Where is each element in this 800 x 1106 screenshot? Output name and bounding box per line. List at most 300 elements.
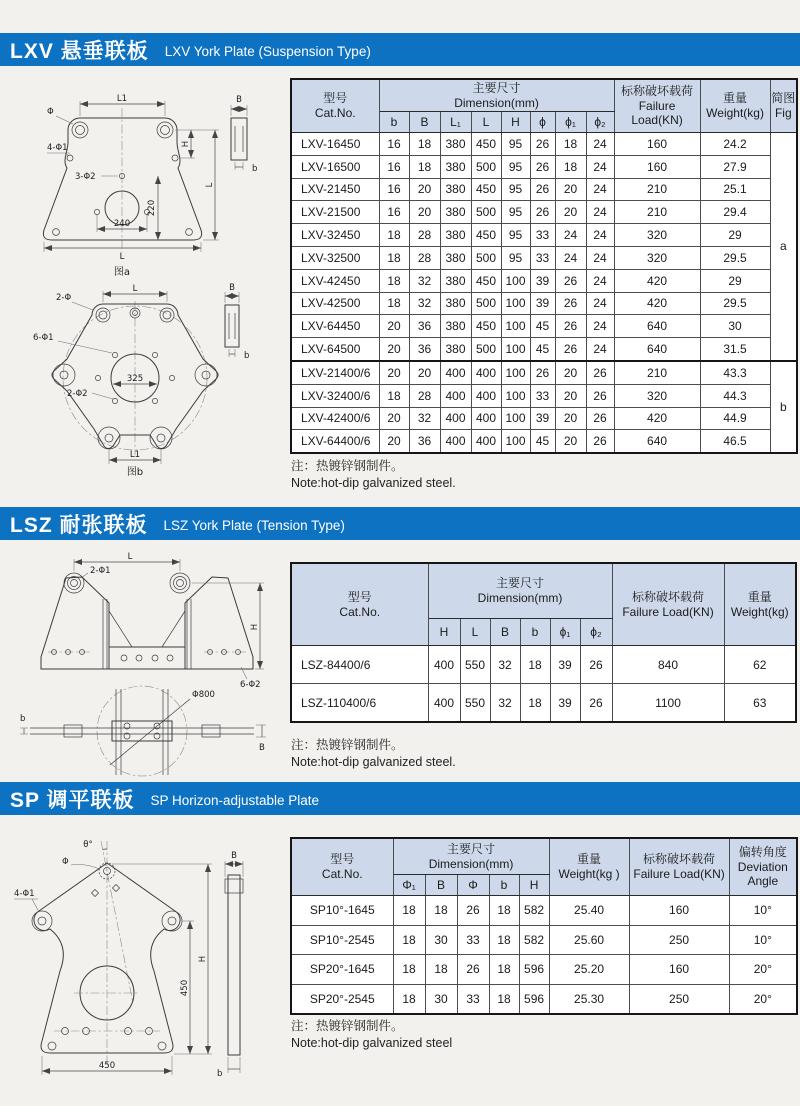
col-header-weight: 重量 Weight(kg )	[549, 838, 629, 896]
table-cell: 32	[409, 269, 440, 292]
table-cell: 18	[379, 292, 409, 315]
table-cell: 380	[440, 315, 471, 338]
dim-label-l-right: L	[205, 182, 215, 188]
table-cell: 16	[379, 155, 409, 178]
table-cell: 43.3	[700, 361, 770, 384]
note-cn: 注：热镀锌钢制件。	[291, 738, 404, 752]
section-title-cn: SP 调平联板	[10, 788, 135, 812]
table-cell: 400	[428, 646, 460, 684]
table-cell: 25.60	[549, 925, 629, 955]
note-en: Note:hot-dip galvanized steel.	[291, 754, 456, 769]
table-cell: 18	[393, 984, 425, 1014]
dim-label-B: B	[231, 851, 237, 861]
table-cell: 24	[586, 292, 614, 315]
table-cell: 160	[614, 133, 700, 156]
table-cell: 28	[409, 246, 440, 269]
table-row	[291, 984, 797, 1014]
table-cell: 29	[700, 224, 770, 247]
table-cell: 18	[489, 955, 519, 985]
dim-label-b-upper: B	[229, 283, 235, 293]
table-cell: 210	[614, 178, 700, 201]
table-cell: 95	[501, 224, 530, 247]
col-header-dim-B: B	[409, 112, 440, 133]
table-cell: 24	[586, 315, 614, 338]
table-cell: 450	[471, 133, 501, 156]
table-cell: 18	[409, 155, 440, 178]
table-row	[291, 361, 797, 384]
table-cell: 20	[555, 178, 586, 201]
lsz-tension-plate-drawing	[12, 551, 282, 781]
col-header-dimension: 主要尺寸 Dimension(mm)	[428, 563, 612, 619]
table-row	[291, 224, 797, 247]
table-cell: 36	[409, 315, 440, 338]
dim-label-b: b	[217, 1069, 223, 1079]
table-cell: 18	[393, 896, 425, 926]
table-cell: 100	[501, 407, 530, 430]
section-title-cn: LSZ 耐张联板	[10, 513, 148, 537]
table-cell: 20	[379, 361, 409, 384]
table-cell: 20	[555, 361, 586, 384]
table-cell: 36	[409, 430, 440, 453]
table-cell: 596	[519, 984, 549, 1014]
table-cell: 25.1	[700, 178, 770, 201]
dia-label-phi: Φ	[62, 857, 69, 867]
table-cell: 160	[629, 955, 729, 985]
dim-label-B: B	[259, 743, 265, 753]
table-cell: 16	[379, 201, 409, 224]
angle-label-theta: θ°	[83, 840, 93, 850]
table-cell: 24	[555, 224, 586, 247]
lsz-spec-table	[290, 562, 797, 723]
table-cell: 39	[530, 407, 555, 430]
sp-spec-table	[290, 837, 798, 1015]
table-cell: 29	[700, 269, 770, 292]
table-cell: 582	[519, 925, 549, 955]
table-cell: 18	[425, 955, 457, 985]
table-row	[291, 292, 797, 315]
table-cell: 100	[501, 292, 530, 315]
col-header-dim-phi1: ϕ₁	[550, 619, 580, 646]
cat-no-cell: SP10°-2545	[291, 925, 393, 955]
table-cell: 450	[471, 315, 501, 338]
table-row	[291, 407, 797, 430]
table-cell: 380	[440, 201, 471, 224]
table-cell: 20	[555, 384, 586, 407]
table-cell: 33	[530, 246, 555, 269]
table-cell: 36	[409, 338, 440, 361]
lxv-spec-table	[290, 78, 798, 454]
col-header-cat-no: 型号 Cat.No.	[291, 79, 379, 133]
cat-no-cell: LXV-42500	[291, 292, 379, 315]
table-cell: 420	[614, 292, 700, 315]
table-cell: 24	[586, 246, 614, 269]
table-cell: 500	[471, 338, 501, 361]
cat-no-cell: LXV-64450	[291, 315, 379, 338]
section-title-en: LSZ York Plate (Tension Type)	[163, 517, 345, 533]
table-cell: 30	[425, 925, 457, 955]
table-cell: 380	[440, 246, 471, 269]
table-cell: 26	[580, 646, 612, 684]
fig-group-cell: b	[770, 361, 797, 453]
holes-label-2phi: 2-Φ	[56, 293, 72, 303]
figure-caption-b: 图b	[126, 467, 144, 478]
table-cell: 32	[409, 292, 440, 315]
table-row	[291, 315, 797, 338]
cat-no-cell: LXV-21450	[291, 178, 379, 201]
holes-label-2phi1: 2-Φ1	[90, 566, 111, 576]
table-cell: 210	[614, 361, 700, 384]
table-cell: 840	[612, 646, 724, 684]
dia-label-phi: Φ	[47, 107, 54, 117]
table-cell: 20	[409, 201, 440, 224]
note-en: Note:hot-dip galvanized steel.	[291, 475, 456, 490]
sp-adjustable-plate-drawing	[12, 833, 288, 1095]
table-cell: 18	[379, 269, 409, 292]
table-cell: 20	[409, 178, 440, 201]
col-header-failure-load: 标称破坏载荷 Failure Load(KN)	[614, 79, 700, 133]
table-cell: 18	[379, 246, 409, 269]
section-title-cn: LXV 悬垂联板	[10, 39, 149, 63]
table-row	[291, 338, 797, 361]
dim-label-l: L	[127, 552, 133, 562]
table-cell: 24	[555, 246, 586, 269]
table-cell: 95	[501, 246, 530, 269]
dim-label-325: 325	[126, 374, 144, 384]
table-cell: 26	[555, 269, 586, 292]
dim-label-220: 220	[147, 199, 157, 217]
col-header-dim-H: H	[519, 875, 549, 896]
lxv-suspension-plate-drawing-a	[25, 90, 275, 280]
cat-no-cell: LXV-32450	[291, 224, 379, 247]
table-cell: 33	[530, 224, 555, 247]
table-cell: 26	[586, 361, 614, 384]
cat-no-cell: LXV-21400/6	[291, 361, 379, 384]
table-cell: 26	[586, 384, 614, 407]
table-cell: 39	[550, 684, 580, 723]
table-cell: 18	[379, 384, 409, 407]
table-cell: 380	[440, 133, 471, 156]
table-cell: 20	[379, 430, 409, 453]
cat-no-cell: SP10°-1645	[291, 896, 393, 926]
table-cell: 33	[530, 384, 555, 407]
col-header-dim-phi2: ϕ₂	[586, 112, 614, 133]
table-cell: 100	[501, 361, 530, 384]
table-cell: 20	[379, 407, 409, 430]
table-cell: 29.5	[700, 292, 770, 315]
table-cell: 39	[530, 269, 555, 292]
table-cell: 33	[457, 925, 489, 955]
col-header-fig: 简图 Fig	[770, 79, 797, 133]
table-cell: 16	[379, 178, 409, 201]
dim-label-h: H	[198, 955, 208, 963]
col-header-dimension: 主要尺寸 Dimension(mm)	[393, 838, 549, 875]
table-cell: 450	[471, 269, 501, 292]
col-header-cat-no: 型号 Cat.No.	[291, 838, 393, 896]
table-cell: 25.40	[549, 896, 629, 926]
cat-no-cell: LXV-64400/6	[291, 430, 379, 453]
col-header-dim-b: b	[489, 875, 519, 896]
table-cell: 500	[471, 201, 501, 224]
table-cell: 16	[379, 133, 409, 156]
table-cell: 39	[530, 292, 555, 315]
dim-label-240: 240	[113, 219, 131, 229]
col-header-dim-B: B	[490, 619, 520, 646]
table-cell: 20	[555, 430, 586, 453]
col-header-dim-phi: Φ	[457, 875, 489, 896]
col-header-dim-H: H	[501, 112, 530, 133]
dim-label-h: H	[181, 140, 191, 148]
table-cell: 28	[409, 384, 440, 407]
table-row	[291, 925, 797, 955]
table-cell: 26	[580, 684, 612, 723]
dim-label-450-horizontal: 450	[98, 1061, 116, 1071]
note-lxv	[291, 458, 456, 492]
table-cell: 380	[440, 338, 471, 361]
col-header-dim-B: B	[425, 875, 457, 896]
table-cell: 20°	[729, 984, 797, 1014]
dim-label-b-lower: b	[244, 351, 250, 361]
col-header-failure-load: 标称破坏载荷 Failure Load(KN)	[612, 563, 724, 646]
cat-no-cell: LXV-16450	[291, 133, 379, 156]
table-cell: 44.3	[700, 384, 770, 407]
cat-no-cell: SP20°-2545	[291, 984, 393, 1014]
table-cell: 582	[519, 896, 549, 926]
table-cell: 640	[614, 338, 700, 361]
cat-no-cell: LXV-64500	[291, 338, 379, 361]
table-cell: 25.30	[549, 984, 629, 1014]
table-cell: 320	[614, 246, 700, 269]
col-header-dim-b: b	[379, 112, 409, 133]
table-cell: 32	[490, 646, 520, 684]
table-cell: 500	[471, 292, 501, 315]
holes-label-4phi1: 4-Φ1	[14, 889, 35, 899]
table-cell: 250	[629, 925, 729, 955]
table-cell: 20	[409, 361, 440, 384]
table-cell: 30	[425, 984, 457, 1014]
table-cell: 100	[501, 384, 530, 407]
table-cell: 24	[586, 178, 614, 201]
holes-label-4phi1: 4-Φ1	[47, 143, 68, 153]
table-cell: 45	[530, 338, 555, 361]
table-cell: 400	[471, 407, 501, 430]
table-cell: 95	[501, 201, 530, 224]
table-cell: 400	[471, 384, 501, 407]
dim-label-l-bottom: L	[119, 252, 125, 262]
table-cell: 10°	[729, 925, 797, 955]
table-cell: 18	[425, 896, 457, 926]
table-cell: 27.9	[700, 155, 770, 178]
table-cell: 24	[586, 338, 614, 361]
note-sp	[291, 1018, 452, 1052]
table-cell: 210	[614, 201, 700, 224]
section-banner-sp	[0, 782, 800, 815]
table-cell: 26	[530, 133, 555, 156]
table-cell: 640	[614, 315, 700, 338]
table-cell: 45	[530, 430, 555, 453]
table-cell: 24	[586, 269, 614, 292]
table-cell: 62	[724, 646, 796, 684]
col-header-dim-phi2: ϕ₂	[580, 619, 612, 646]
table-row	[291, 430, 797, 453]
table-cell: 29.4	[700, 201, 770, 224]
table-cell: 100	[501, 315, 530, 338]
table-cell: 400	[471, 430, 501, 453]
col-header-dim-phi1: ϕ₁	[555, 112, 586, 133]
table-cell: 20°	[729, 955, 797, 985]
col-header-dim-L1: L₁	[440, 112, 471, 133]
note-lsz	[291, 737, 456, 771]
table-cell: 380	[440, 269, 471, 292]
table-cell: 1100	[612, 684, 724, 723]
table-row	[291, 896, 797, 926]
section-banner-lxv	[0, 33, 800, 66]
table-cell: 32	[409, 407, 440, 430]
table-cell: 450	[471, 224, 501, 247]
section-title-en: LXV York Plate (Suspension Type)	[164, 43, 371, 59]
col-header-weight: 重量 Weight(kg)	[700, 79, 770, 133]
cat-no-cell: LSZ-84400/6	[291, 646, 428, 684]
col-header-weight: 重量 Weight(kg)	[724, 563, 796, 646]
table-cell: 26	[555, 292, 586, 315]
table-cell: 450	[471, 178, 501, 201]
table-cell: 18	[379, 224, 409, 247]
col-header-deviation-angle: 偏转角度 Deviation Angle	[729, 838, 797, 896]
col-header-dim-phi: ϕ	[530, 112, 555, 133]
holes-label-6phi1: 6-Φ1	[33, 333, 54, 343]
table-cell: 18	[393, 955, 425, 985]
cat-no-cell: LXV-16500	[291, 155, 379, 178]
table-cell: 100	[501, 430, 530, 453]
lxv-suspension-plate-drawing-b	[20, 283, 270, 479]
table-cell: 24	[586, 133, 614, 156]
table-cell: 100	[501, 269, 530, 292]
note-cn: 注：热镀锌钢制件。	[291, 459, 404, 473]
cat-no-cell: LXV-21500	[291, 201, 379, 224]
table-cell: 39	[550, 646, 580, 684]
cat-no-cell: LXV-32500	[291, 246, 379, 269]
table-cell: 18	[520, 646, 550, 684]
table-cell: 380	[440, 155, 471, 178]
cat-no-cell: LXV-42450	[291, 269, 379, 292]
col-header-dimension: 主要尺寸 Dimension(mm)	[379, 79, 614, 112]
table-cell: 20	[555, 201, 586, 224]
table-cell: 18	[555, 133, 586, 156]
table-cell: 24	[586, 155, 614, 178]
col-header-failure-load: 标称破坏载荷 Failure Load(KN)	[629, 838, 729, 896]
table-cell: 28	[409, 224, 440, 247]
table-cell: 550	[460, 684, 490, 723]
dim-label-l1: L1	[116, 94, 128, 104]
table-cell: 550	[460, 646, 490, 684]
section-title-en: SP Horizon-adjustable Plate	[150, 792, 320, 808]
dim-label-h: H	[250, 623, 260, 631]
table-cell: 18	[489, 984, 519, 1014]
table-cell: 380	[440, 178, 471, 201]
holes-label-6phi2: 6-Φ2	[240, 680, 261, 690]
table-cell: 160	[614, 155, 700, 178]
table-row	[291, 955, 797, 985]
table-cell: 20	[555, 407, 586, 430]
table-cell: 400	[440, 430, 471, 453]
section-banner-lsz	[0, 507, 800, 540]
table-cell: 26	[530, 201, 555, 224]
table-row	[291, 178, 797, 201]
table-cell: 420	[614, 269, 700, 292]
table-cell: 30	[700, 315, 770, 338]
table-cell: 24	[586, 201, 614, 224]
table-cell: 26	[586, 407, 614, 430]
table-cell: 380	[440, 292, 471, 315]
table-row	[291, 155, 797, 178]
cat-no-cell: SP20°-1645	[291, 955, 393, 985]
cat-no-cell: LXV-42400/6	[291, 407, 379, 430]
table-row	[291, 384, 797, 407]
table-row	[291, 201, 797, 224]
table-cell: 18	[489, 925, 519, 955]
cat-no-cell: LXV-32400/6	[291, 384, 379, 407]
holes-label-3phi2: 3-Φ2	[75, 172, 96, 182]
table-cell: 24.2	[700, 133, 770, 156]
table-cell: 500	[471, 246, 501, 269]
table-cell: 320	[614, 224, 700, 247]
table-cell: 26	[457, 896, 489, 926]
dim-label-b: b	[20, 714, 26, 724]
table-cell: 95	[501, 155, 530, 178]
table-row	[291, 684, 796, 723]
table-cell: 26	[555, 338, 586, 361]
col-header-dim-phi1: Φ₁	[393, 875, 425, 896]
dia-label-phi800: Φ800	[192, 690, 215, 700]
table-cell: 24	[586, 224, 614, 247]
table-cell: 20	[379, 315, 409, 338]
table-row	[291, 269, 797, 292]
dim-label-l: L	[132, 284, 138, 294]
fig-group-cell: a	[770, 133, 797, 361]
table-cell: 26	[530, 361, 555, 384]
table-cell: 20	[379, 338, 409, 361]
table-cell: 45	[530, 315, 555, 338]
table-cell: 18	[555, 155, 586, 178]
table-cell: 320	[614, 384, 700, 407]
table-cell: 400	[440, 407, 471, 430]
col-header-dim-L: L	[460, 619, 490, 646]
table-row	[291, 646, 796, 684]
figure-caption-a: 图a	[113, 267, 131, 278]
cat-no-cell: LSZ-110400/6	[291, 684, 428, 723]
table-cell: 250	[629, 984, 729, 1014]
table-cell: 63	[724, 684, 796, 723]
table-cell: 31.5	[700, 338, 770, 361]
table-cell: 18	[489, 896, 519, 926]
dim-label-b-upper: B	[236, 95, 242, 105]
table-cell: 640	[614, 430, 700, 453]
table-cell: 160	[629, 896, 729, 926]
note-cn: 注：热镀锌钢制件。	[291, 1019, 404, 1033]
table-cell: 100	[501, 338, 530, 361]
dim-label-l1: L1	[129, 450, 141, 460]
table-cell: 400	[471, 361, 501, 384]
table-cell: 32	[490, 684, 520, 723]
table-cell: 26	[530, 178, 555, 201]
table-cell: 46.5	[700, 430, 770, 453]
table-cell: 400	[440, 384, 471, 407]
note-en: Note:hot-dip galvanized steel	[291, 1035, 453, 1050]
table-cell: 26	[457, 955, 489, 985]
table-row	[291, 133, 797, 156]
table-cell: 500	[471, 155, 501, 178]
table-cell: 10°	[729, 896, 797, 926]
table-cell: 26	[586, 430, 614, 453]
